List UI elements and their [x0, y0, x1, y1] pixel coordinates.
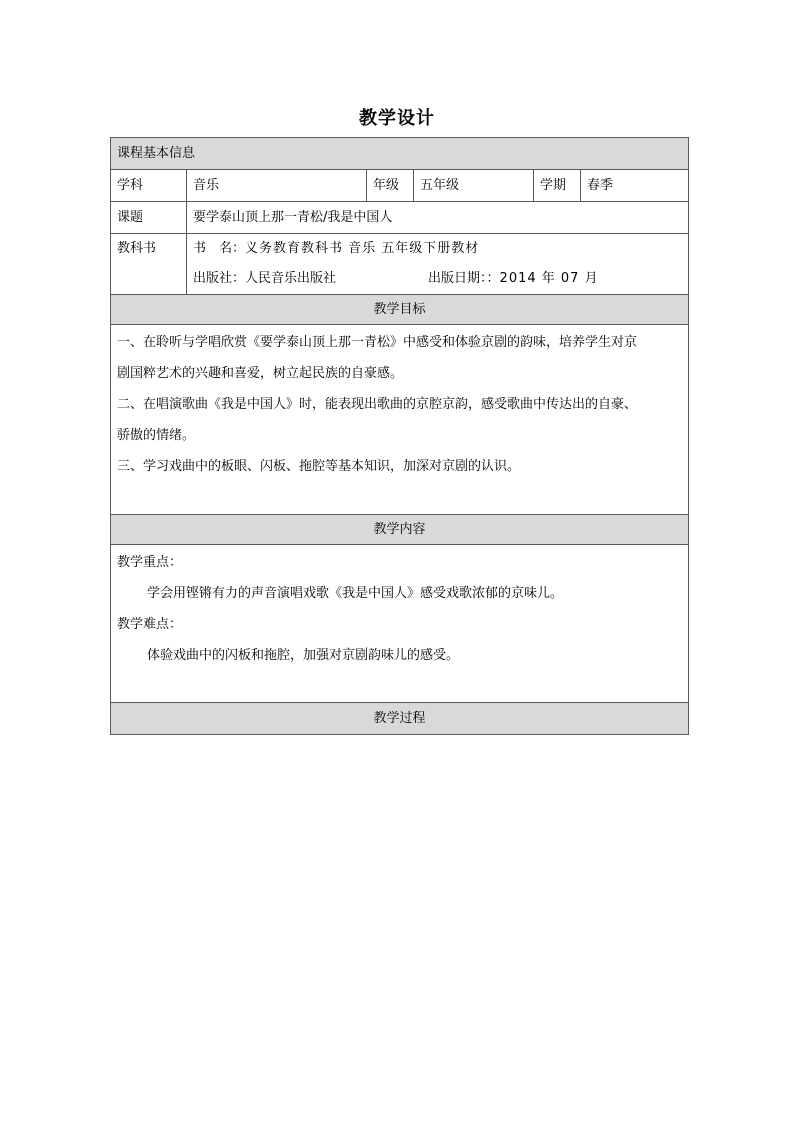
- term-value: 春季: [581, 170, 689, 202]
- topic-label: 课题: [111, 202, 187, 234]
- objectives-row: [111, 325, 689, 515]
- content-header: 教学内容: [111, 515, 689, 545]
- content-row: [111, 545, 689, 703]
- subject-label: 学科: [111, 170, 187, 202]
- key-point-label: 教学重点：: [117, 555, 183, 570]
- objective-line: 骄傲的情绪。: [117, 428, 196, 443]
- document-title: 教学设计: [359, 108, 435, 129]
- pub-date-label: 出版日期：：: [428, 271, 500, 286]
- objective-line: 一、在聆听与学唱欣赏《要学泰山顶上那一青松》中感受和体验京剧的韵味，培养学生对京: [117, 335, 638, 350]
- objective-line: 二、在唱演歌曲《我是中国人》时，能表现出歌曲的京腔京韵，感受歌曲中传达出的自豪、: [117, 397, 638, 412]
- textbook-label: 教科书: [111, 234, 187, 295]
- book-name-value: 义务教育教科书 音乐 五年级下册教材: [245, 241, 480, 256]
- pub-date-value: 2014 年 07 月: [499, 271, 599, 286]
- difficulty-text: 体验戏曲中的闪板和拖腔，加强对京剧韵味儿的感受。: [147, 648, 460, 663]
- content-body: [111, 545, 689, 703]
- book-name-label: 书 名：: [193, 241, 246, 256]
- book-name-line: [187, 234, 688, 264]
- textbook-row: [111, 234, 689, 295]
- lesson-plan-table: [110, 137, 689, 735]
- key-point-text: 学会用铿锵有力的声音演唱戏歌《我是中国人》感受戏歌浓郁的京味儿。: [147, 586, 564, 601]
- objective-line: 剧国粹艺术的兴趣和喜爱，树立起民族的自豪感。: [117, 366, 404, 381]
- subject-row: [111, 170, 689, 202]
- publisher-line: [187, 264, 688, 294]
- topic-row: [111, 202, 689, 234]
- textbook-info: [187, 234, 689, 295]
- objective-line: 三、学习戏曲中的板眼、闪板、拖腔等基本知识，加深对京剧的认识。: [117, 459, 521, 474]
- objectives-body: [111, 325, 689, 515]
- basic-info-header: 课程基本信息: [111, 138, 689, 170]
- process-header-row: [111, 703, 689, 735]
- grade-value: 五年级: [414, 170, 534, 202]
- difficulty-label: 教学难点：: [117, 617, 183, 632]
- publisher-value: 人民音乐出版社: [245, 271, 337, 286]
- term-label: 学期: [534, 170, 581, 202]
- content-header-row: [111, 515, 689, 545]
- subject-value: 音乐: [187, 170, 367, 202]
- process-header: 教学过程: [111, 703, 689, 735]
- publisher-label: 出版社：: [193, 271, 246, 286]
- objectives-header-row: [111, 295, 689, 325]
- objectives-header: 教学目标: [111, 295, 689, 325]
- basic-info-header-row: [111, 138, 689, 170]
- grade-label: 年级: [367, 170, 414, 202]
- topic-value: 要学泰山顶上那一青松/我是中国人: [187, 202, 689, 234]
